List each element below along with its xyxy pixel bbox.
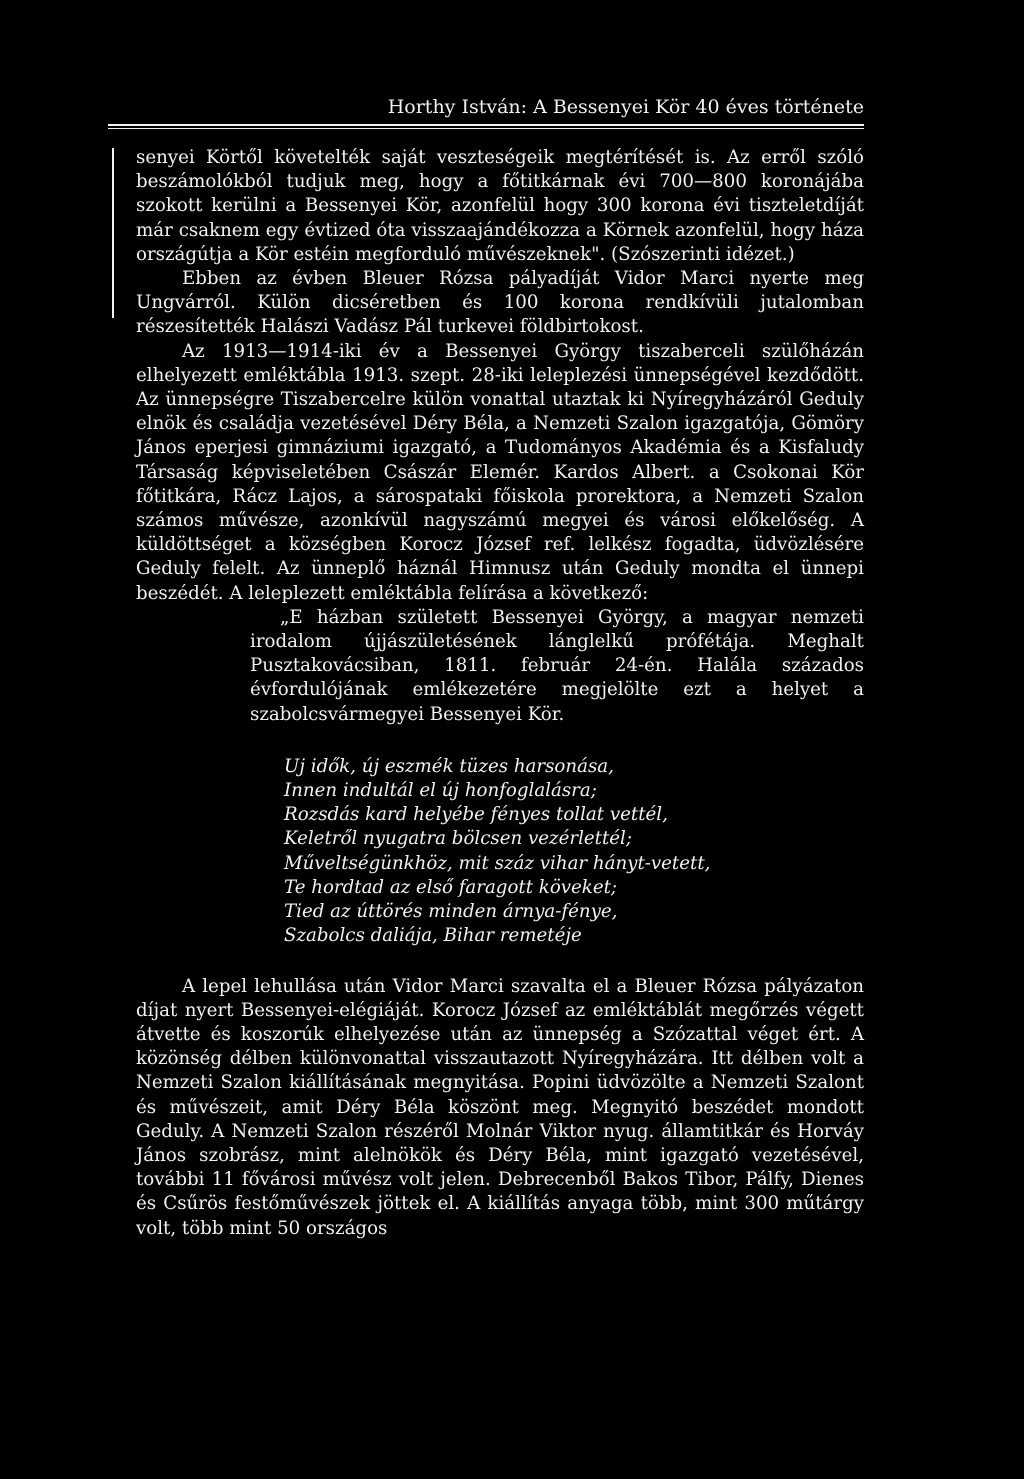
body-text bbox=[136, 146, 864, 1241]
paragraph: A lepel lehullása után Vidor Marci szavalta el a Bleuer Rózsa pályázaton díjat nyert Bessenyei-elégiáját. Korocz József az emléktáblát megőrzés végett átvette és koszorúk elhelyezése után az ünnepség a Szózattal véget ért. A közönség délben különvonattal visszautazott Nyíregyházára. Itt délben volt a Nemzeti Szalon kiállításának megnyitása. Popini üdvözölte a Nemzeti Szalont és művészeit, amit Déry Béla köszönt meg. Megnyitó beszédet mondott Geduly. A Nemzeti Szalon részéről Molnár Viktor nyug. államtitkár és Horváy János szobrász, mint alelnökök és Déry Béla, mint igazgató vezetésével, további 11 fővárosi művész volt jelen. Debrecenből Bakos Tibor, Pálfy, Dienes és Csűrös festőművészek jöttek el. A kiállítás anyaga több, mint 300 műtárgy volt, több mint 50 országos bbox=[136, 975, 864, 1239]
poem-line: Keletről nyugatra bölcsen vezérlettél; bbox=[284, 828, 632, 850]
margin-mark bbox=[112, 148, 114, 318]
paragraph: senyei Körtől követelték saját veszteségeik megtérítését is. Az erről szóló beszámolókból tudjuk meg, hogy a főtitkárnak évi 700—800 koronájába szokott kerülni a Bessenyei Kör, azonfelül hogy 300 korona évi tiszteletdíját már csaknem egy évtized óta visszaajándékozza a Körnek azonfelül, hogy háza országútja a Kör estéin megforduló művészeknek". (Szószerinti idézet.) bbox=[136, 147, 864, 265]
poem-line: Rozsdás kard helyébe fényes tollat vettél, bbox=[284, 804, 668, 826]
header-rule-thin bbox=[108, 128, 864, 129]
paragraph: Ebben az évben Bleuer Rózsa pályadíját Vidor Marci nyerte meg Ungvárról. Külön dicséretben és 100 korona rendkívüli jutalomban részesítették Halászi Vadász Pál turkevei földbirtokost. bbox=[136, 268, 864, 338]
poem-line: Tied az úttörés minden árnya-fénye, bbox=[284, 901, 618, 923]
poem-line: Műveltségünkhöz, mit száz vihar hányt-vetett, bbox=[284, 852, 711, 874]
poem-line: Uj idők, új eszmék tüzes harsonása, bbox=[284, 755, 614, 777]
inscription-text: „E házban született Bessenyei György, a magyar nemzeti irodalom újjászületésének lánglelkű prófétája. Meghalt Pusztakovácsiban, 1811. február 24-én. Halála százados évfordulójának emlékezetére megjelölte ezt a helyet a szabolcsvármegyei Bessenyei Kör. bbox=[250, 606, 864, 725]
poem-line: Te hordtad az első faragott köveket; bbox=[284, 876, 618, 898]
running-header: Horthy István: A Bessenyei Kör 40 éves története bbox=[387, 96, 864, 118]
paragraph: Az 1913—1914-iki év a Bessenyei György tiszaberceli szülőházán elhelyezett emléktábla 1913. szept. 28-iki leleplezési ünnepségével kezdődött. Az ünnepségre Tiszabercelre külön vonattal utaztak ki Nyíregyházáról Geduly elnök és családja vezetésével Déry Béla, a Nemzeti Szalon igazgatója, Gömöry János eperjesi gimnáziumi igazgató, a Tudományos Akadémia és a Kisfaludy Társaság képviseletében Császár Elemér. Kardos Albert. a Csokonai Kör főtitkára, Rácz Lajos, a sárospataki főiskola prorektora, a Nemzeti Szalon számos művésze, azonkívül nagyszámú megyei és városi előkelőség. A küldöttséget a községben Korocz József ref. lelkész fogadta, üdvözlésére Geduly felelt. Az ünneplő háznál Himnusz után Geduly mondta el ünnepi beszédét. A leleplezett emléktábla felírása a következő: bbox=[136, 340, 864, 604]
poem bbox=[284, 755, 864, 949]
poem-line: Innen indultál el új honfoglalásra; bbox=[284, 780, 597, 802]
poem-line: Szabolcs daliája, Bihar remetéje bbox=[284, 925, 582, 947]
header-rule bbox=[108, 124, 864, 126]
